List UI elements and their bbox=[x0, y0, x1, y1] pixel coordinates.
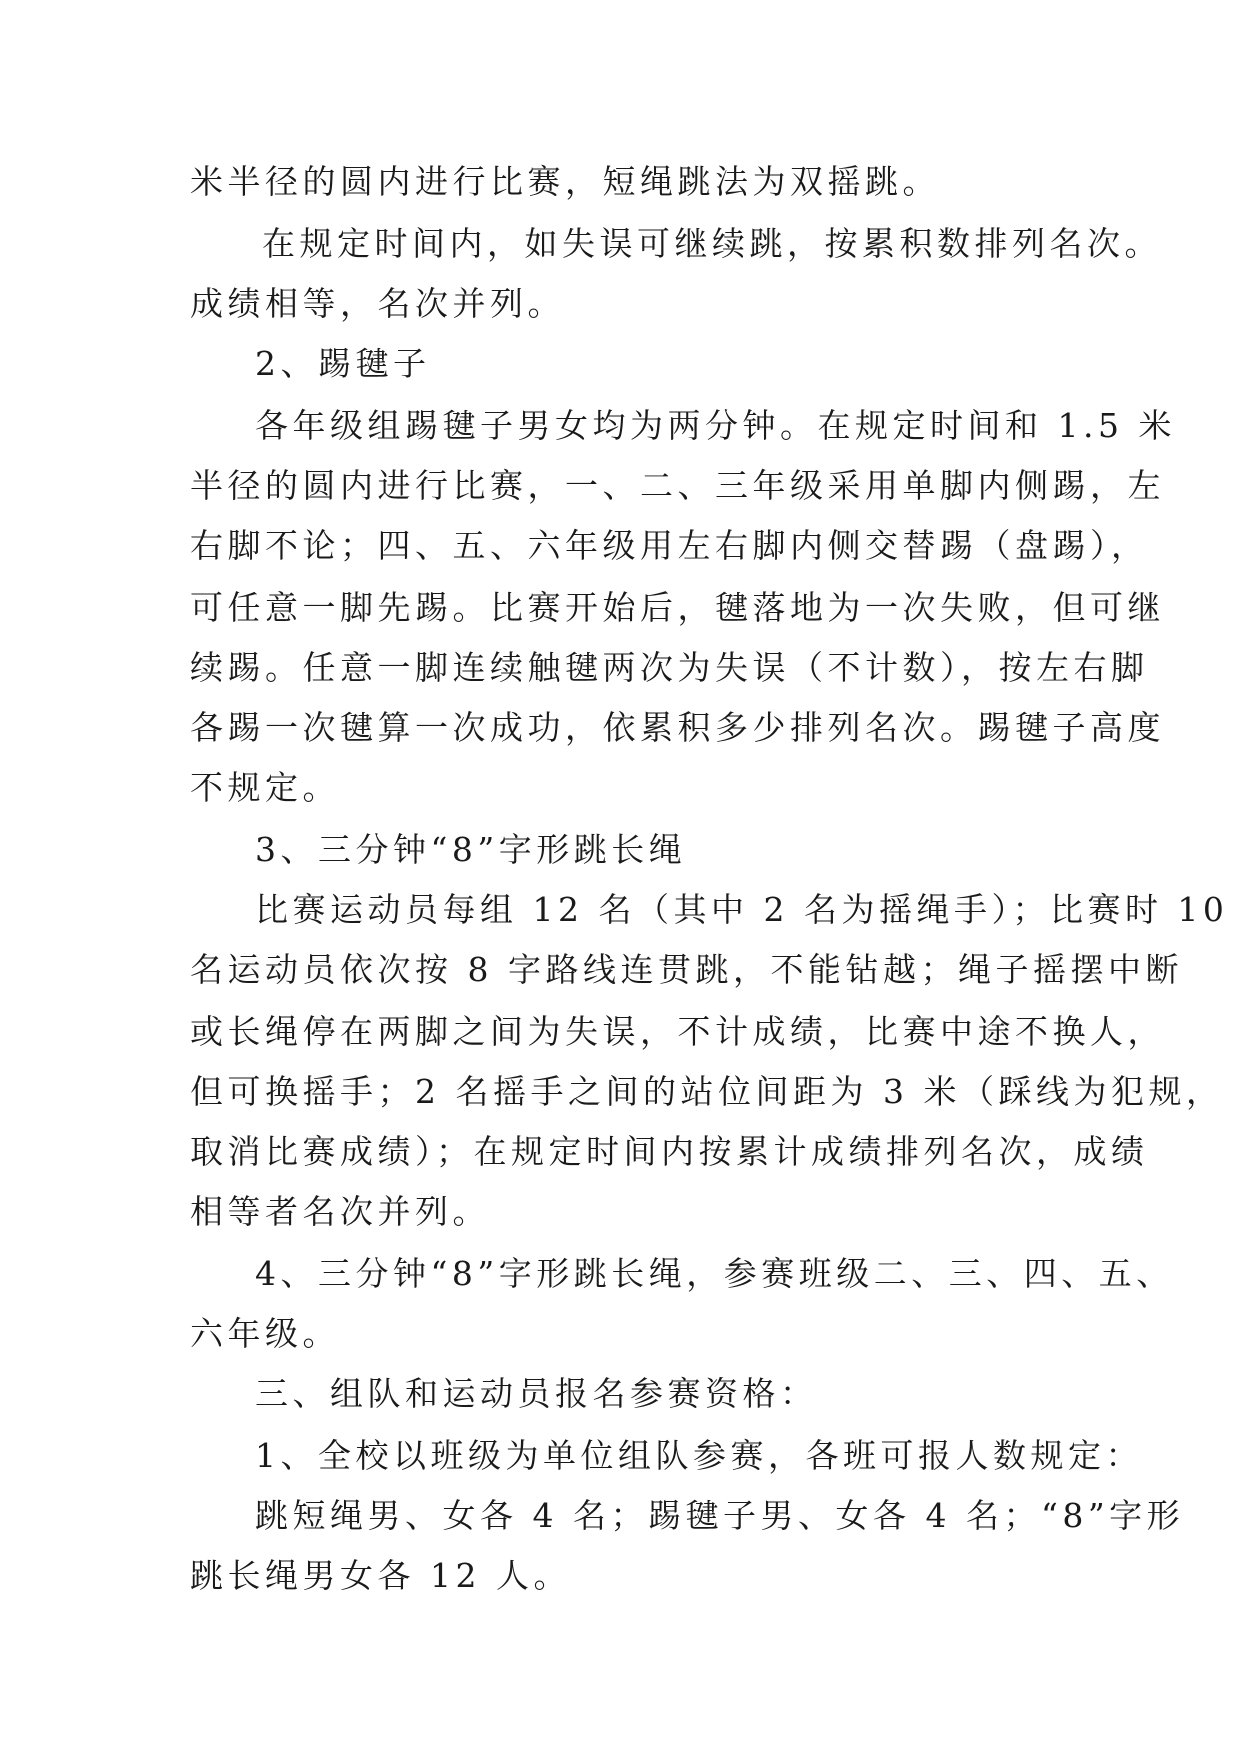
text-line-11: 不规定。 bbox=[190, 768, 340, 807]
text-line-4: 2、踢毽子 bbox=[255, 344, 431, 383]
text-line-16: 但可换摇手；2 名摇手之间的站位间距为 3 米（踩线为犯规， bbox=[190, 1072, 1224, 1111]
text-line-1: 米半径的圆内进行比赛，短绳跳法为双摇跳。 bbox=[190, 162, 940, 201]
text-line-9: 续踢。任意一脚连续触毽两次为失误（不计数），按左右脚 bbox=[190, 648, 1149, 687]
text-line-21: 三、组队和运动员报名参赛资格： bbox=[255, 1374, 818, 1413]
text-line-8: 可任意一脚先踢。比赛开始后，毽落地为一次失败，但可继 bbox=[190, 588, 1165, 627]
text-line-19: 4、三分钟“8”字形跳长绳，参赛班级二、三、四、五、 bbox=[255, 1254, 1174, 1293]
text-line-3: 成绩相等，名次并列。 bbox=[190, 284, 565, 323]
text-line-24: 跳长绳男女各 12 人。 bbox=[190, 1556, 571, 1595]
text-line-2: 在规定时间内，如失误可继续跳，按累积数排列名次。 bbox=[262, 224, 1162, 263]
text-line-10: 各踢一次毽算一次成功，依累积多少排列名次。踢毽子高度 bbox=[190, 708, 1165, 747]
text-line-5: 各年级组踢毽子男女均为两分钟。在规定时间和 1.5 米 bbox=[255, 406, 1176, 445]
text-line-12: 3、三分钟“8”字形跳长绳 bbox=[255, 830, 687, 869]
text-line-20: 六年级。 bbox=[190, 1314, 340, 1353]
text-line-15: 或长绳停在两脚之间为失误，不计成绩，比赛中途不换人， bbox=[190, 1012, 1165, 1051]
text-line-22: 1、全校以班级为单位组队参赛，各班可报人数规定： bbox=[255, 1436, 1143, 1475]
text-line-13: 比赛运动员每组 12 名（其中 2 名为摇绳手）；比赛时 10 bbox=[255, 890, 1229, 929]
text-line-6: 半径的圆内进行比赛，一、二、三年级采用单脚内侧踢，左 bbox=[190, 466, 1165, 505]
text-line-7: 右脚不论；四、五、六年级用左右脚内侧交替踢（盘踢）， bbox=[190, 526, 1149, 565]
text-line-17: 取消比赛成绩）；在规定时间内按累计成绩排列名次，成绩 bbox=[190, 1132, 1149, 1171]
text-line-14: 名运动员依次按 8 字路线连贯跳，不能钻越；绳子摇摆中断 bbox=[190, 950, 1183, 989]
text-line-18: 相等者名次并列。 bbox=[190, 1192, 490, 1231]
text-line-23: 跳短绳男、女各 4 名；踢毽子男、女各 4 名；“8”字形 bbox=[255, 1496, 1185, 1535]
